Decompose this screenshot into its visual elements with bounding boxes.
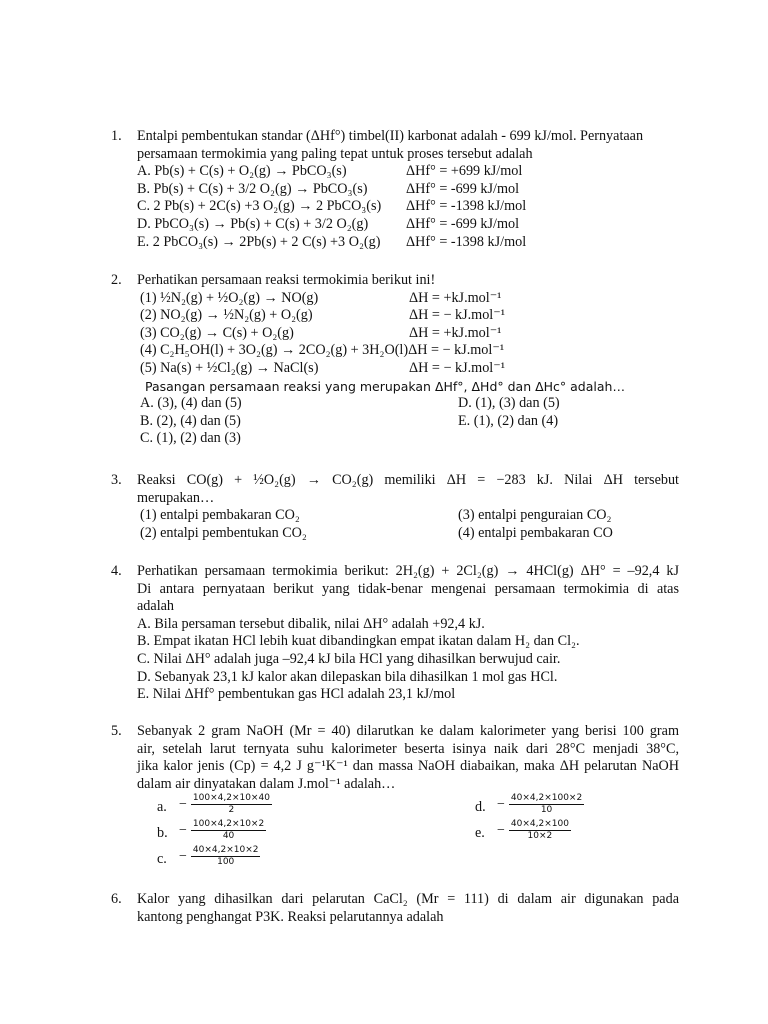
question-number: 5. bbox=[111, 723, 122, 739]
statement-4: (4) entalpi pembakaran CO bbox=[458, 524, 613, 541]
option-d: D. Sebanyak 23,1 kJ kalor akan dilepaskan bila dihasilkan 1 mol gas HCl. bbox=[137, 668, 558, 685]
option-row bbox=[140, 430, 679, 448]
question-stem: Di antara pernyataan berikut yang tidak-benar mengenai persamaan termokimia di atas bbox=[137, 580, 679, 597]
option-b-expression bbox=[179, 819, 266, 842]
option-e: E. 2 PbCO₃(s) → 2Pb(s) + 2 C(s) +3 O₂(g) ΔHf° = -1398 kJ/mol bbox=[137, 233, 527, 250]
question-stem: Kalor yang dihasilkan dari pelarutan CaCl₂ (Mr = 111) di dalam air digunakan pada bbox=[137, 891, 679, 907]
question-stem: merupakan… bbox=[137, 489, 215, 506]
option-c: C. (1), (2) dan (3) bbox=[140, 430, 241, 447]
question-3 bbox=[111, 472, 679, 542]
minus-sign: − bbox=[497, 823, 505, 839]
question-stem: Sebanyak 2 gram NaOH (Mr = 40) dilarutkan ke dalam kalorimeter yang berisi 100 gram bbox=[137, 723, 679, 739]
option-label: d. bbox=[475, 799, 486, 816]
question-stem: Entalpi pembentukan standar (ΔHf°) timbel(II) karbonat adalah - 699 kJ/mol. Pernyataan bbox=[137, 128, 644, 144]
statement-3: (3) entalpi penguraian CO₂ bbox=[458, 507, 612, 524]
option-row bbox=[137, 819, 679, 845]
option-c-expression bbox=[179, 845, 260, 868]
option-row bbox=[140, 507, 679, 525]
question-stem: Perhatikan persamaan termokimia berikut: 2H₂(g) + 2Cl₂(g) → 4HCl(g) ΔH° = –92,4 kJ bbox=[137, 563, 679, 579]
option-a-expression bbox=[179, 793, 272, 816]
minus-sign: − bbox=[497, 797, 505, 813]
option-e: E. (1), (2) dan (4) bbox=[458, 412, 559, 429]
question-stem: kantong penghangat P3K. Reaksi pelarutannya adalah bbox=[137, 908, 444, 925]
fraction: $\frac{40\times 4,2\times 100}{10\times 2}$ bbox=[510, 819, 569, 842]
question-stem: persamaan termokimia yang paling tepat untuk proses tersebut adalah bbox=[137, 145, 533, 162]
question-4 bbox=[111, 563, 679, 704]
question-prompt: Pasangan persamaan reaksi yang merupakan ΔHf°, ΔHd° dan ΔHc° adalah… bbox=[145, 378, 625, 394]
option-e: E. Nilai ΔHf° pembentukan gas HCl adalah 23,1 kJ/mol bbox=[137, 686, 456, 703]
fraction: $\frac{40\times 4,2\times 100\times 2}{10}$ bbox=[510, 793, 583, 816]
option-row bbox=[140, 395, 679, 413]
question-stem: air, setelah larut ternyata suhu kalorimeter beserta isinya naik dari 28°C menjadi 38°C, bbox=[137, 740, 679, 757]
reaction-2: (2) NO₂(g) → ½N₂(g) + O₂(g) ΔH = − kJ.mol⁻¹ bbox=[140, 307, 505, 324]
question-6 bbox=[111, 891, 679, 926]
question-stem: jika kalor jenis (Cp) = 4,2 J g⁻¹K⁻¹ dan massa NaOH diabaikan, maka ΔH pelarutan NaOH bbox=[137, 758, 679, 775]
option-label: e. bbox=[475, 825, 485, 842]
option-a: A. Pb(s) + C(s) + O₂(g) → PbCO₃(s) ΔHf° = +699 kJ/mol bbox=[137, 163, 523, 180]
question-number: 2. bbox=[111, 272, 122, 288]
option-row bbox=[140, 413, 679, 431]
question-2 bbox=[111, 272, 679, 448]
option-b: B. (2), (4) dan (5) bbox=[140, 412, 241, 429]
question-1 bbox=[111, 128, 679, 251]
fraction: $\frac{40\times 4,2\times 10\times 2}{100}$ bbox=[192, 845, 259, 868]
question-number: 4. bbox=[111, 563, 122, 579]
question-stem: Perhatikan persamaan reaksi termokimia berikut ini! bbox=[137, 272, 436, 288]
option-row bbox=[140, 525, 679, 543]
option-e-expression bbox=[497, 819, 571, 842]
option-label: a. bbox=[157, 799, 167, 816]
option-b: B. Empat ikatan HCl lebih kuat dibandingkan empat ikatan dalam H₂ dan Cl₂. bbox=[137, 633, 580, 650]
question-stem: adalah bbox=[137, 598, 175, 615]
reaction-4: (4) C₂H₅OH(l) + 3O₂(g) → 2CO₂(g) + 3H₂O(l)ΔH = − kJ.mol⁻¹ bbox=[140, 342, 505, 359]
question-number: 6. bbox=[111, 891, 122, 907]
option-d-expression bbox=[497, 793, 584, 816]
option-row bbox=[137, 845, 679, 871]
option-c: C. 2 Pb(s) + 2C(s) +3 O₂(g) → 2 PbCO₃(s) ΔHf° = -1398 kJ/mol bbox=[137, 198, 527, 215]
minus-sign: − bbox=[179, 823, 187, 839]
option-a: A. Bila persaman tersebut dibalik, nilai ΔH° adalah +92,4 kJ. bbox=[137, 615, 485, 632]
question-stem: dalam air dinyatakan dalam J.mol⁻¹ adalah… bbox=[137, 775, 396, 792]
fraction: $\frac{100\times 4,2\times 10\times 40}{2}$ bbox=[192, 793, 270, 816]
option-label: c. bbox=[157, 851, 167, 868]
fraction: $\frac{100\times 4,2\times 10\times 2}{40}$ bbox=[192, 819, 265, 842]
option-row bbox=[137, 793, 679, 819]
reaction-3: (3) CO₂(g) → C(s) + O₂(g) ΔH = +kJ.mol⁻¹ bbox=[140, 324, 502, 341]
reaction-1: (1) ½N₂(g) + ½O₂(g) → NO(g) ΔH = +kJ.mol⁻¹ bbox=[140, 289, 502, 306]
option-c: C. Nilai ΔH° adalah juga –92,4 kJ bila HCl yang dihasilkan berwujud cair. bbox=[137, 650, 561, 667]
option-label: b. bbox=[157, 825, 168, 842]
option-a: A. (3), (4) dan (5) bbox=[140, 395, 242, 412]
minus-sign: − bbox=[179, 849, 187, 865]
minus-sign: − bbox=[179, 797, 187, 813]
statement-1: (1) entalpi pembakaran CO₂ bbox=[140, 507, 300, 524]
reaction-5: (5) Na(s) + ½Cl₂(g) → NaCl(s) ΔH = − kJ.mol⁻¹ bbox=[140, 359, 505, 376]
option-d: D. (1), (3) dan (5) bbox=[458, 395, 560, 412]
question-number: 3. bbox=[111, 472, 122, 488]
question-number: 1. bbox=[111, 128, 122, 144]
statement-2: (2) entalpi pembentukan CO₂ bbox=[140, 524, 307, 541]
question-stem: Reaksi CO(g) + ½O₂(g) → CO₂(g) memiliki ΔH = −283 kJ. Nilai ΔH tersebut bbox=[137, 472, 679, 488]
option-b: B. Pb(s) + C(s) + 3/2 O₂(g) → PbCO₃(s) ΔHf° = -699 kJ/mol bbox=[137, 180, 520, 197]
option-d: D. PbCO₃(s) → Pb(s) + C(s) + 3/2 O₂(g) ΔHf° = -699 kJ/mol bbox=[137, 215, 520, 232]
question-5 bbox=[111, 723, 679, 871]
